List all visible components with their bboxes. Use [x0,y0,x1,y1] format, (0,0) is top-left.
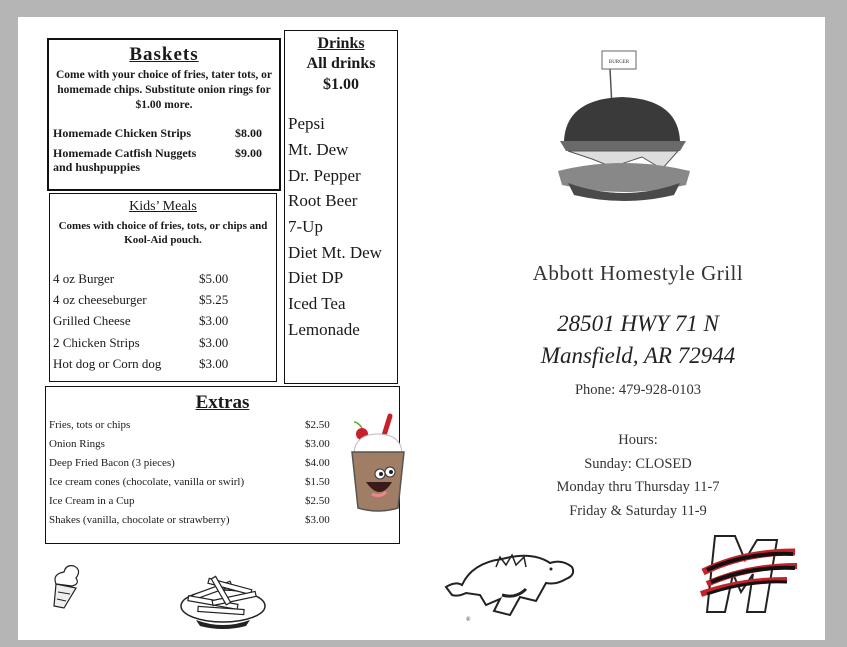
baskets-title: Baskets [129,44,199,65]
fries-illustration [178,570,268,630]
extras-item-price: $2.50 [305,419,330,431]
drinks-price: $1.00 [323,76,359,93]
ice-cream-cone-illustration [48,562,84,612]
extras-item-name: Fries, tots or chips [49,419,131,431]
drink-item: Diet DP [288,268,344,287]
basket-item-price: $8.00 [235,126,262,140]
kids-item-price: $5.25 [199,292,229,307]
extras-title: Extras [195,392,250,413]
extras-item-price: $3.00 [305,514,330,526]
burger-illustration [550,45,700,205]
baskets-note: Come with your choice of fries, tater tots, or homemade chips. Substitute onion rings for $1.00 more. [55,69,273,111]
drinks-section [284,30,398,384]
hours-title: Hours: [618,432,658,448]
basket-item-name: Homemade Chicken Strips [53,126,191,140]
kids-item-name: 4 oz Burger [53,271,115,286]
kids-note: Comes with choice of fries, tots, or chips and Kool-Aid pouch. [58,220,268,246]
hours-block [488,429,788,523]
kids-title: Kids’ Meals [129,199,197,214]
basket-item-price: $9.00 [235,146,262,160]
drink-item: Lemonade [288,320,360,339]
svg-text:BURGER: BURGER [608,60,630,65]
drink-item: Dr. Pepper [288,166,361,185]
svg-text:®: ® [466,617,471,623]
drink-item: Iced Tea [288,294,346,313]
basket-item-name: Homemade Catfish Nuggets [53,146,197,160]
drink-item: Root Beer [288,191,358,210]
drink-item: Diet Mt. Dew [288,243,382,262]
extras-item-name: Ice Cream in a Cup [49,495,135,507]
kids-meals-section [49,193,277,382]
phone-number: Phone: 479-928-0103 [574,382,702,398]
m-claw-logo [693,532,803,617]
menu-page [18,17,825,640]
kids-item-price: $5.00 [199,271,229,286]
basket-item-name-cont: and hushpuppies [53,160,141,174]
hours-line: Sunday: CLOSED [584,455,692,472]
kids-item-price: $3.00 [199,356,229,371]
address-line-2: Mansfield, AR 72944 [540,343,736,368]
drink-item: Pepsi [288,114,325,133]
extras-item-name: Deep Fried Bacon (3 pieces) [49,457,175,469]
drink-item: Mt. Dew [288,140,349,159]
kids-item-price: $3.00 [199,335,229,350]
restaurant-name: Abbott Homestyle Grill [532,261,744,285]
razorback-hog-logo [436,547,576,627]
milkshake-illustration [348,412,408,517]
extras-item-price: $2.50 [305,495,330,507]
extras-item-price: $3.00 [305,438,330,450]
extras-item-name: Onion Rings [49,438,105,450]
kids-item-price: $3.00 [199,313,229,328]
drinks-title: Drinks [317,35,365,52]
hours-line: Monday thru Thursday 11-7 [556,479,720,495]
extras-item-price: $1.50 [305,476,330,488]
drinks-subtitle: All drinks [306,55,376,72]
kids-item-name: 2 Chicken Strips [53,335,140,350]
extras-section [45,386,400,544]
baskets-section [47,38,281,191]
extras-item-price: $4.00 [305,457,330,469]
extras-item-name: Ice cream cones (chocolate, vanilla or swirl) [49,476,245,488]
kids-item-name: Hot dog or Corn dog [53,356,162,371]
drink-item: 7-Up [288,217,323,236]
kids-item-name: Grilled Cheese [53,313,131,328]
extras-item-name: Shakes (vanilla, chocolate or strawberry) [49,514,230,526]
kids-item-name: 4 oz cheeseburger [53,292,147,307]
address-line-1: 28501 HWY 71 N [557,311,719,336]
hours-line: Friday & Saturday 11-9 [569,502,707,519]
